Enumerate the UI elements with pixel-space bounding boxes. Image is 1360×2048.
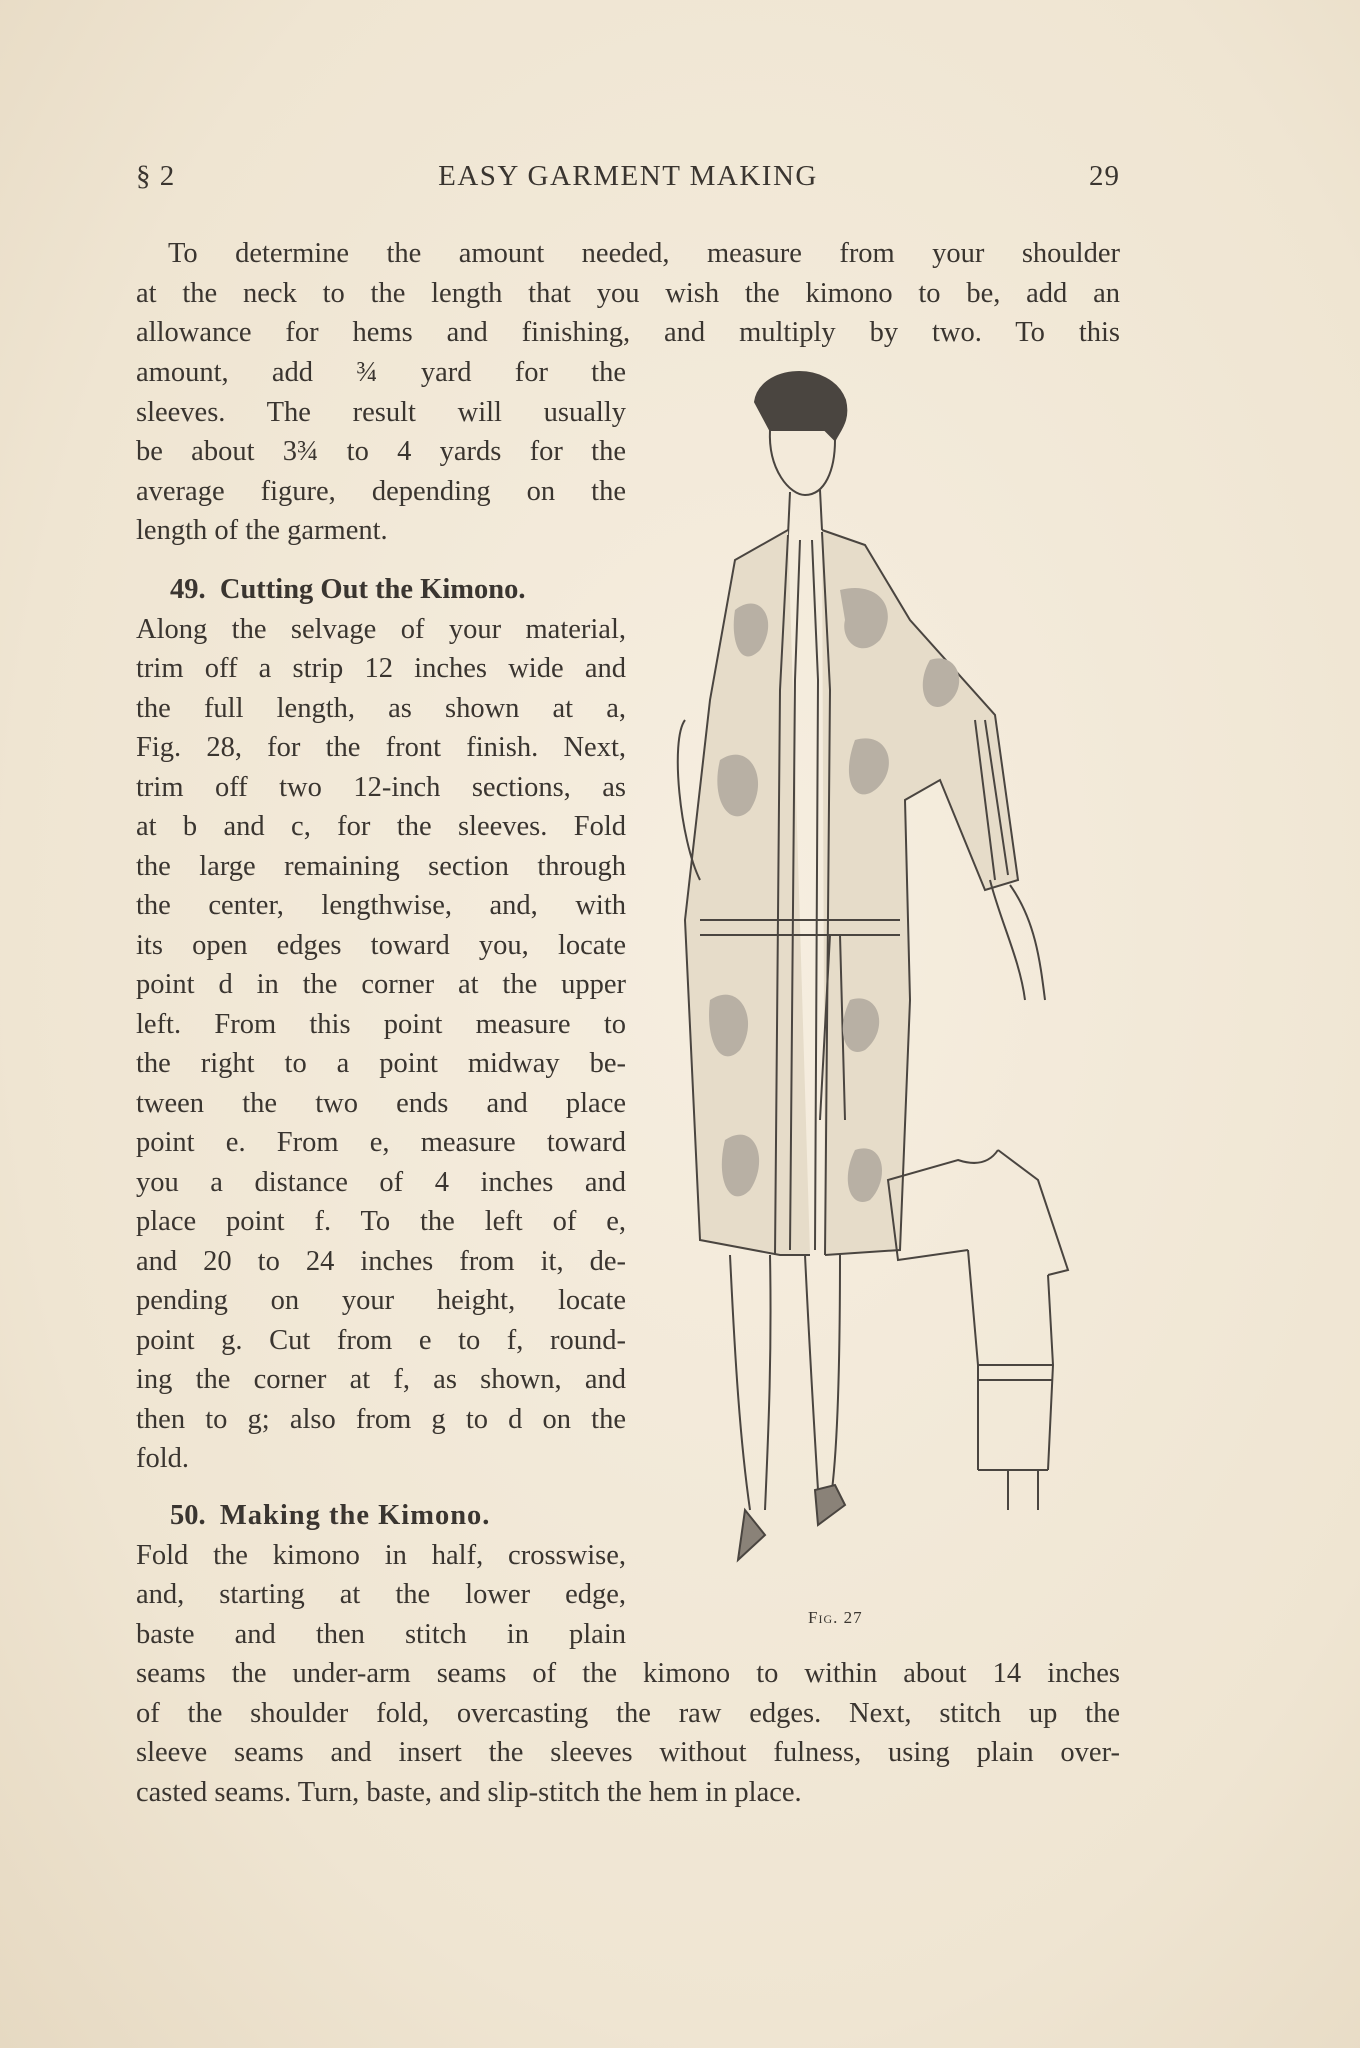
text-line: of the shoulder fold, overcasting the raw edges. Next, stitch up the xyxy=(136,1697,1120,1729)
text-line: sleeves. The result will usually xyxy=(136,396,626,428)
text-line: length of the garment. xyxy=(136,515,388,546)
section-title: Cutting Out the Kimono. xyxy=(219,574,526,605)
text-line: the right to a point midway be- xyxy=(136,1048,626,1079)
text-line: tween the two ends and place xyxy=(136,1087,626,1119)
text-line: average figure, depending on the xyxy=(136,475,626,507)
text-line: point e. From e, measure toward xyxy=(136,1127,626,1158)
text-line: and, starting at the lower edge, xyxy=(136,1579,626,1610)
text-line: Fig. 28, for the front finish. Next, xyxy=(136,732,626,763)
text-line: To determine the amount needed, measure from your shoulder xyxy=(168,238,1120,269)
text-line: seams the under-arm seams of the kimono to within about 14 inches xyxy=(136,1658,1120,1689)
text-line: Along the selvage of your material, xyxy=(136,613,626,645)
text-line: the large remaining section through xyxy=(136,850,626,882)
running-title: EASY GARMENT MAKING xyxy=(438,160,818,192)
section-title: Making the Kimono. xyxy=(219,1500,491,1531)
intro-paragraph-continued xyxy=(136,353,626,551)
running-header xyxy=(136,160,1120,200)
text-line: trim off a strip 12 inches wide and xyxy=(136,653,626,684)
text-line: sleeve seams and insert the sleeves without fulness, using plain over- xyxy=(136,1737,1120,1768)
section-50 xyxy=(136,1496,626,1654)
text-line: allowance for hems and finishing, and multiply by two. To this xyxy=(136,317,1120,348)
text-line: point g. Cut from e to f, round- xyxy=(136,1324,626,1356)
text-line: its open edges toward you, locate xyxy=(136,929,626,961)
section-heading xyxy=(136,570,626,610)
section-50-continued xyxy=(136,1654,1120,1812)
section-49 xyxy=(136,570,626,1479)
text-line: be about 3¾ to 4 yards for the xyxy=(136,436,626,467)
figure-caption: Fig. 27 xyxy=(808,1608,863,1627)
text-line: the full length, as shown at a, xyxy=(136,692,626,724)
text-line: at b and c, for the sleeves. Fold xyxy=(136,811,626,842)
text-line: and 20 to 24 inches from it, de- xyxy=(136,1245,626,1277)
text-line: Fold the kimono in half, crosswise, xyxy=(136,1539,626,1571)
text-line: place point f. To the left of e, xyxy=(136,1206,626,1237)
section-marker: § 2 xyxy=(136,160,176,192)
text-line: then to g; also from g to d on the xyxy=(136,1403,626,1435)
text-line: you a distance of 4 inches and xyxy=(136,1166,626,1198)
section-heading xyxy=(136,1496,626,1536)
text-line: the center, lengthwise, and, with xyxy=(136,890,626,921)
text-line: trim off two 12-inch sections, as xyxy=(136,771,626,803)
kimono-back-view-sketch xyxy=(878,1140,1118,1520)
text-line: baste and then stitch in plain xyxy=(136,1618,626,1650)
text-line: amount, add ¾ yard for the xyxy=(136,357,626,388)
text-line: fold. xyxy=(136,1443,190,1474)
text-line: ing the corner at f, as shown, and xyxy=(136,1364,626,1395)
page-number: 29 xyxy=(1089,160,1120,192)
intro-paragraph xyxy=(136,234,1120,353)
text-line: pending on your height, locate xyxy=(136,1285,626,1316)
text-line: at the neck to the length that you wish the kimono to be, add an xyxy=(136,277,1120,309)
section-number: 49. xyxy=(170,574,206,605)
text-line: left. From this point measure to xyxy=(136,1008,626,1040)
text-line: point d in the corner at the upper xyxy=(136,969,626,1000)
text-line: casted seams. Turn, baste, and slip-stitch the hem in place. xyxy=(136,1776,802,1808)
section-number: 50. xyxy=(170,1500,206,1531)
